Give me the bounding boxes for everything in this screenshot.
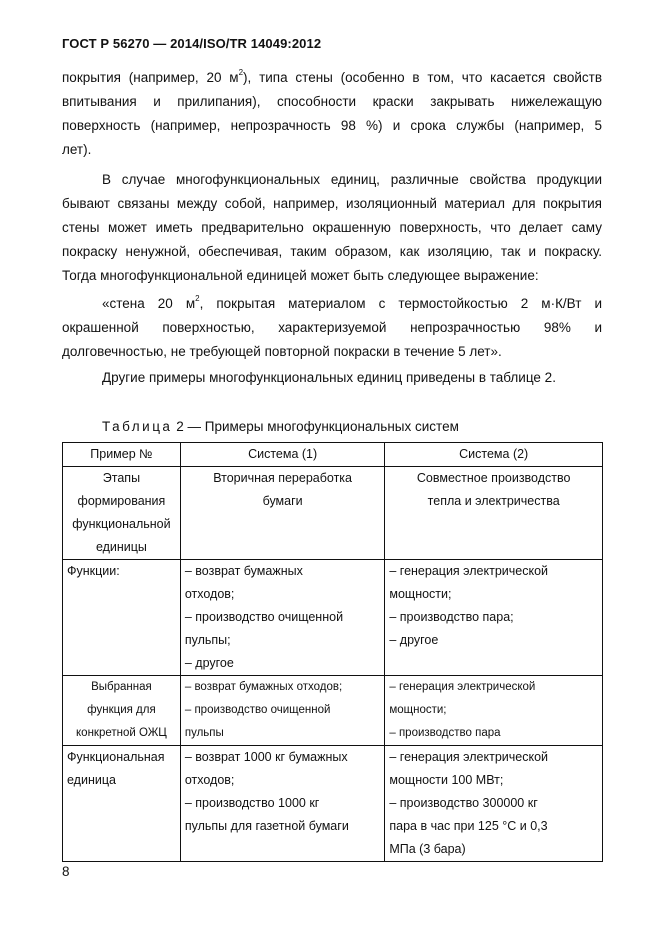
cell-line: – другое — [184, 656, 234, 670]
paragraph-2 — [62, 168, 602, 288]
table-cell — [63, 746, 181, 862]
cell-line: Совместное производство — [416, 471, 571, 485]
paragraph-line: стены может иметь предварительно окрашенную поверхность, что делает саму — [62, 220, 602, 235]
header-cell: Система (2) — [385, 443, 603, 467]
superscript: 2 — [195, 294, 200, 303]
cell-line: МПа (3 бара) — [389, 842, 466, 856]
paragraph-line: бывают связаны между собой, например, изоляционный материал для покрытия — [62, 196, 602, 211]
paragraph-1 — [62, 66, 602, 162]
table-row — [63, 467, 603, 560]
cell-line: Выбранная — [91, 681, 152, 693]
table-cell — [180, 746, 385, 862]
paragraph-line: Другие примеры многофункциональных единиц приведены в таблице 2. — [102, 370, 556, 385]
paragraph-line: Тогда многофункциональной единицей может быть следующее выражение: — [62, 268, 539, 283]
table-cell — [385, 746, 603, 862]
cell-line: Этапы — [102, 471, 141, 485]
cell-line: – возврат бумажных — [184, 564, 303, 578]
cell-line: – производство пара — [389, 727, 501, 739]
table-caption-text: — Примеры многофункциональных систем — [187, 419, 459, 434]
cell-line: – возврат 1000 кг бумажных — [184, 750, 348, 764]
paragraph-line: впитывания и прилипания), способности краски закрывать нижележащую — [62, 94, 602, 109]
paragraph-4 — [62, 366, 602, 390]
cell-line: мощности 100 МВт; — [389, 773, 504, 787]
cell-line: Функции: — [67, 564, 120, 578]
cell-line: – производство очищенной — [184, 610, 344, 624]
paragraph-line: долговечностью, не требующей повторной покраски в течение 5 лет». — [62, 344, 502, 359]
cell-line: – генерация электрической — [389, 564, 549, 578]
cell-line: пульпы для газетной бумаги — [184, 819, 349, 833]
page-number: 8 — [62, 864, 70, 879]
document-header: ГОСТ Р 56270 — 2014/ISO/TR 14049:2012 — [62, 36, 322, 51]
paragraph-line: поверхность (например, непрозрачность 98 %) и срока службы (например, 5 — [62, 118, 602, 133]
table-cell — [63, 560, 181, 676]
table-cell — [385, 676, 603, 746]
paragraph-line: лет). — [62, 142, 92, 157]
table-cell — [385, 560, 603, 676]
cell-line: Вторичная переработка — [213, 471, 352, 485]
paragraph-line: покраску ненужной, обеспечивая, таким образом, как изоляцию, так и покраску. — [62, 244, 602, 259]
cell-line: Функциональная — [67, 750, 165, 764]
table-row — [63, 676, 603, 746]
table-cell — [385, 467, 603, 560]
cell-line: тепла и электричества — [427, 494, 560, 508]
cell-line: функциональной — [72, 517, 171, 531]
cell-line: мощности; — [389, 587, 452, 601]
superscript: 2 — [238, 68, 244, 77]
header-cell: Пример № — [63, 443, 181, 467]
header-cell: Система (1) — [180, 443, 385, 467]
table-cell — [180, 560, 385, 676]
cell-line: единица — [67, 773, 116, 787]
cell-line: мощности; — [389, 704, 447, 716]
cell-line: – генерация электрической — [389, 681, 536, 693]
table-caption-word: Таблица — [102, 419, 173, 434]
cell-line: – другое — [389, 633, 439, 647]
table-row — [63, 746, 603, 862]
paragraph-line: покрытия (например, 20 $м^2$), типа стены (особенно в том, что касается свойств — [62, 68, 602, 85]
cell-line: – производство пара; — [389, 610, 514, 624]
cell-line: формирования — [77, 494, 166, 508]
paragraph-3 — [62, 292, 602, 364]
cell-line: пара в час при 125 °С и 0,3 — [389, 819, 548, 833]
table-header-row — [63, 443, 603, 467]
paragraph-line: В случае многофункциональных единиц, различные свойства продукции — [102, 172, 602, 187]
table-row — [63, 560, 603, 676]
cell-line: бумаги — [262, 494, 303, 508]
paragraph-line: окрашенной поверхностью, характеризуемой непрозрачностью 98% и — [62, 320, 602, 335]
cell-line: – производство 300000 кг — [389, 796, 538, 810]
cell-line: – возврат бумажных отходов; — [184, 681, 343, 693]
table-cell — [180, 676, 385, 746]
table-cell — [63, 467, 181, 560]
cell-line: отходов; — [184, 773, 235, 787]
cell-line: – производство 1000 кг — [184, 796, 320, 810]
cell-line: конкретной ОЖЦ — [76, 727, 167, 739]
cell-line: пульпы; — [184, 633, 231, 647]
cell-line: – генерация электрической — [389, 750, 549, 764]
table-cell — [180, 467, 385, 560]
cell-line: – производство очищенной — [184, 704, 331, 716]
paragraph-line: «стена 20 $м^2$, покрытая материалом с термостойкостью 2 м·К/Вт и — [102, 294, 602, 311]
table-cell — [63, 676, 181, 746]
cell-line: единицы — [95, 540, 147, 554]
table-caption-number: 2 — [176, 419, 184, 434]
cell-line: функция для — [87, 704, 156, 716]
cell-line: отходов; — [184, 587, 235, 601]
cell-line: пульпы — [184, 727, 224, 739]
table-caption — [102, 419, 459, 434]
functions-table — [62, 442, 603, 862]
